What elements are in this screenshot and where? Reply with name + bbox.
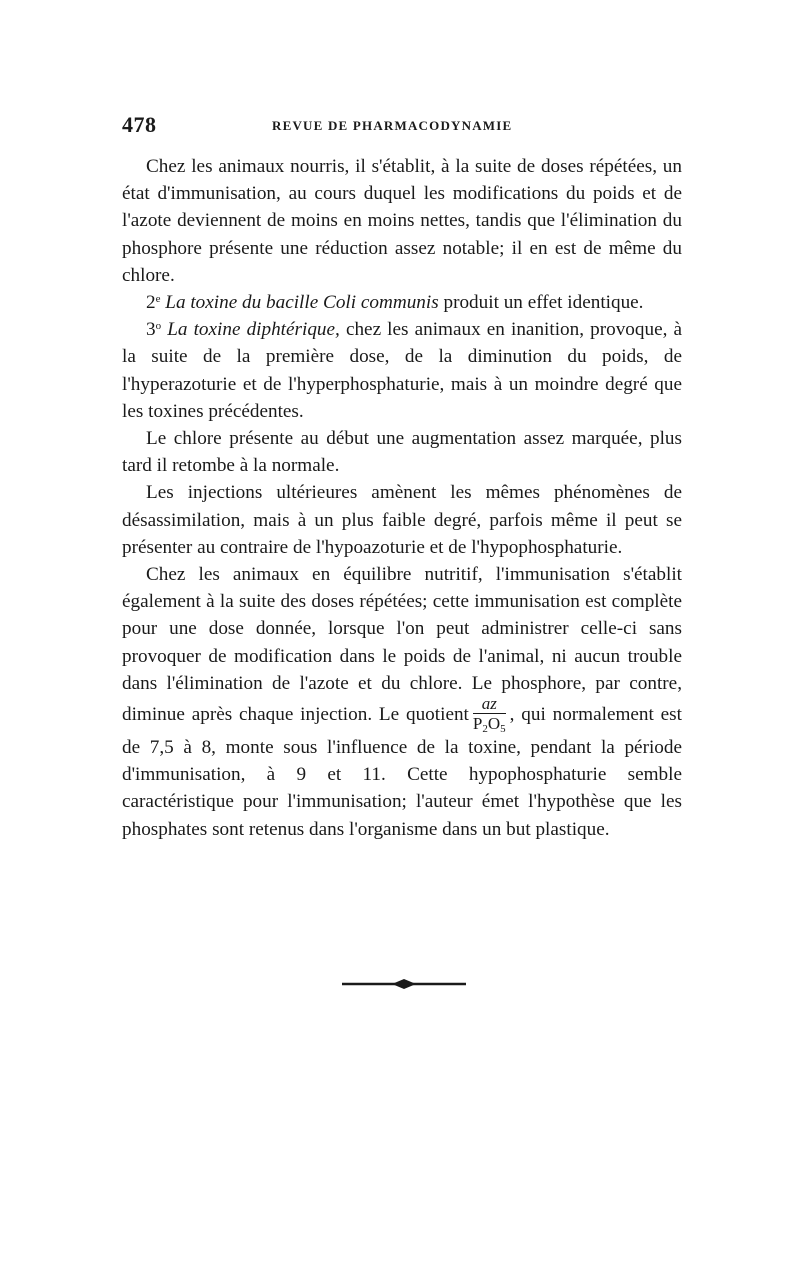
paragraph-diphtheria-toxin (122, 316, 682, 425)
denominator-element: O (487, 714, 501, 734)
paragraph-text: Les injections ultérieures amènent les mêmes phénomènes de désassimilation, mais à un plus faible degré, parfois même il peut se présenter au contraire de l'hypoazoturie et de l'hypophosphaturie. (122, 482, 682, 558)
quotient-fraction (472, 694, 506, 736)
list-number: 2 (146, 292, 156, 314)
paragraph-text: produit un effet identique. (443, 292, 644, 314)
page-number: 478 (122, 112, 157, 137)
paragraph-text: chez les animaux en inanition, provoque, à la suite de la première dose, de la diminution du poids, de l'hyperazoturie et de l'hyperphosphaturie, mais à un moindre degré que les toxines précédentes. (122, 319, 683, 422)
end-ornament (342, 976, 466, 992)
paragraph-later-injections (122, 479, 682, 561)
denominator-subscript: 5 (500, 723, 506, 736)
paragraph-coli-toxin (122, 289, 682, 316)
paragraph-text: Le chlore présente au début une augmentation assez marquée, plus tard il retombe à la normale. (122, 428, 682, 477)
book-page (122, 112, 682, 843)
journal-title: REVUE DE PHARMACODYNAMIE (272, 118, 513, 133)
paragraph-nutritional-equilibrium (122, 561, 682, 843)
denominator-subscript: 2 (482, 723, 488, 736)
list-number: 3 (146, 319, 156, 341)
italic-heading: La toxine du bacille Coli communis (165, 292, 439, 314)
running-head (122, 112, 682, 142)
paragraph-text: Chez les animaux en équilibre nutritif, l'immunisation s'établit également à la suite des doses répétées; cette immunisation est complète pour une dose donnée, lorsque l'on peut administrer celle-ci sans provoquer de modification dans le poids de l'animal, ni aucun trouble dans l'élimination de l'azote et du chlore. Le phosphore, par contre, diminue après chaque injection. Le quotient (122, 564, 682, 725)
italic-heading: La toxine diphtérique, (167, 319, 340, 341)
fraction-numerator: az (473, 695, 506, 714)
fraction-denominator (472, 714, 506, 736)
body-text (122, 153, 682, 843)
paragraph-fed-animals (122, 153, 682, 289)
ordinal-superscript: o (155, 320, 162, 333)
paragraph-chlorine (122, 425, 682, 479)
ordinal-superscript: e (155, 293, 161, 306)
paragraph-text: Chez les animaux nourris, il s'établit, à la suite de doses répétées, un état d'immunisation, au cours duquel les modifications du poids et de l'azote deviennent de moins en moins nettes, tandis que l'élimination du phosphore présente une réduction assez notable; il en est de même du chlore. (122, 156, 682, 286)
denominator-base: P (472, 714, 483, 734)
paragraph-text: , qui normalement est de 7,5 à 8, monte sous l'influence de la toxine, pendant la période d'immunisation, à 9 et 11. Cette hypophosphaturie semble caractéristique pour l'immunisation; l'auteur émet l'hypothèse que les phosphates sont retenus dans l'organisme dans un but plastique. (122, 703, 682, 840)
